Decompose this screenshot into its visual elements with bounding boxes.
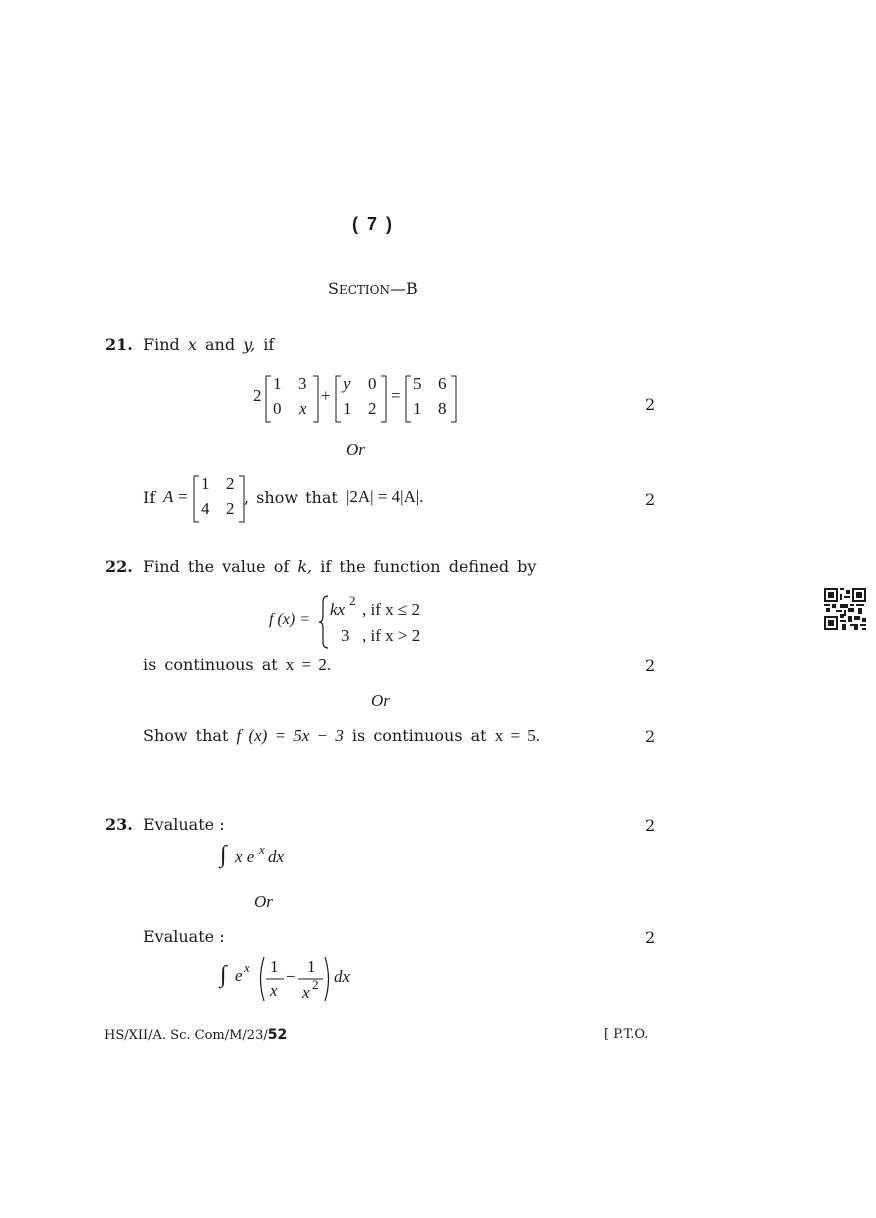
left-parenthesis [256,956,266,1002]
question-21-marks: 2 [645,395,656,414]
page-number: ( 7 ) [352,214,395,234]
question-23-prompt: Evaluate : [143,815,225,834]
question-23-number: 23. [105,815,133,834]
question-23-alt-marks: 2 [645,928,656,947]
footer-code: HS/XII/A. Sc. Com/M/23/52 [104,1027,288,1043]
or-divider: Or [254,892,273,911]
fraction-bar [266,978,284,980]
fraction-bar [298,978,323,980]
question-21-prompt: Find x and y, if [143,335,275,354]
footer-pto: [ P.T.O. [604,1027,649,1042]
question-21-alt-marks: 2 [645,490,656,509]
question-23-alt-prompt: Evaluate : [143,927,225,946]
qr-code [824,588,866,630]
question-22-marks: 2 [645,656,656,675]
brace [318,594,330,650]
question-22-continuity: is continuous at x = 2. [143,655,332,674]
question-22-alt-marks: 2 [645,727,656,746]
right-parenthesis [323,956,333,1002]
or-divider: Or [371,691,390,710]
question-22-prompt: Find the value of k, if the function defined by [143,557,537,576]
question-21-number: 21. [105,335,133,354]
or-divider: Or [346,440,365,459]
question-22-number: 22. [105,557,133,576]
question-23-marks: 2 [645,816,656,835]
section-heading: SECTION—B [328,279,418,298]
question-22-alternative: Show that f (x) = 5x − 3 is continuous at x = 5. [143,726,541,745]
